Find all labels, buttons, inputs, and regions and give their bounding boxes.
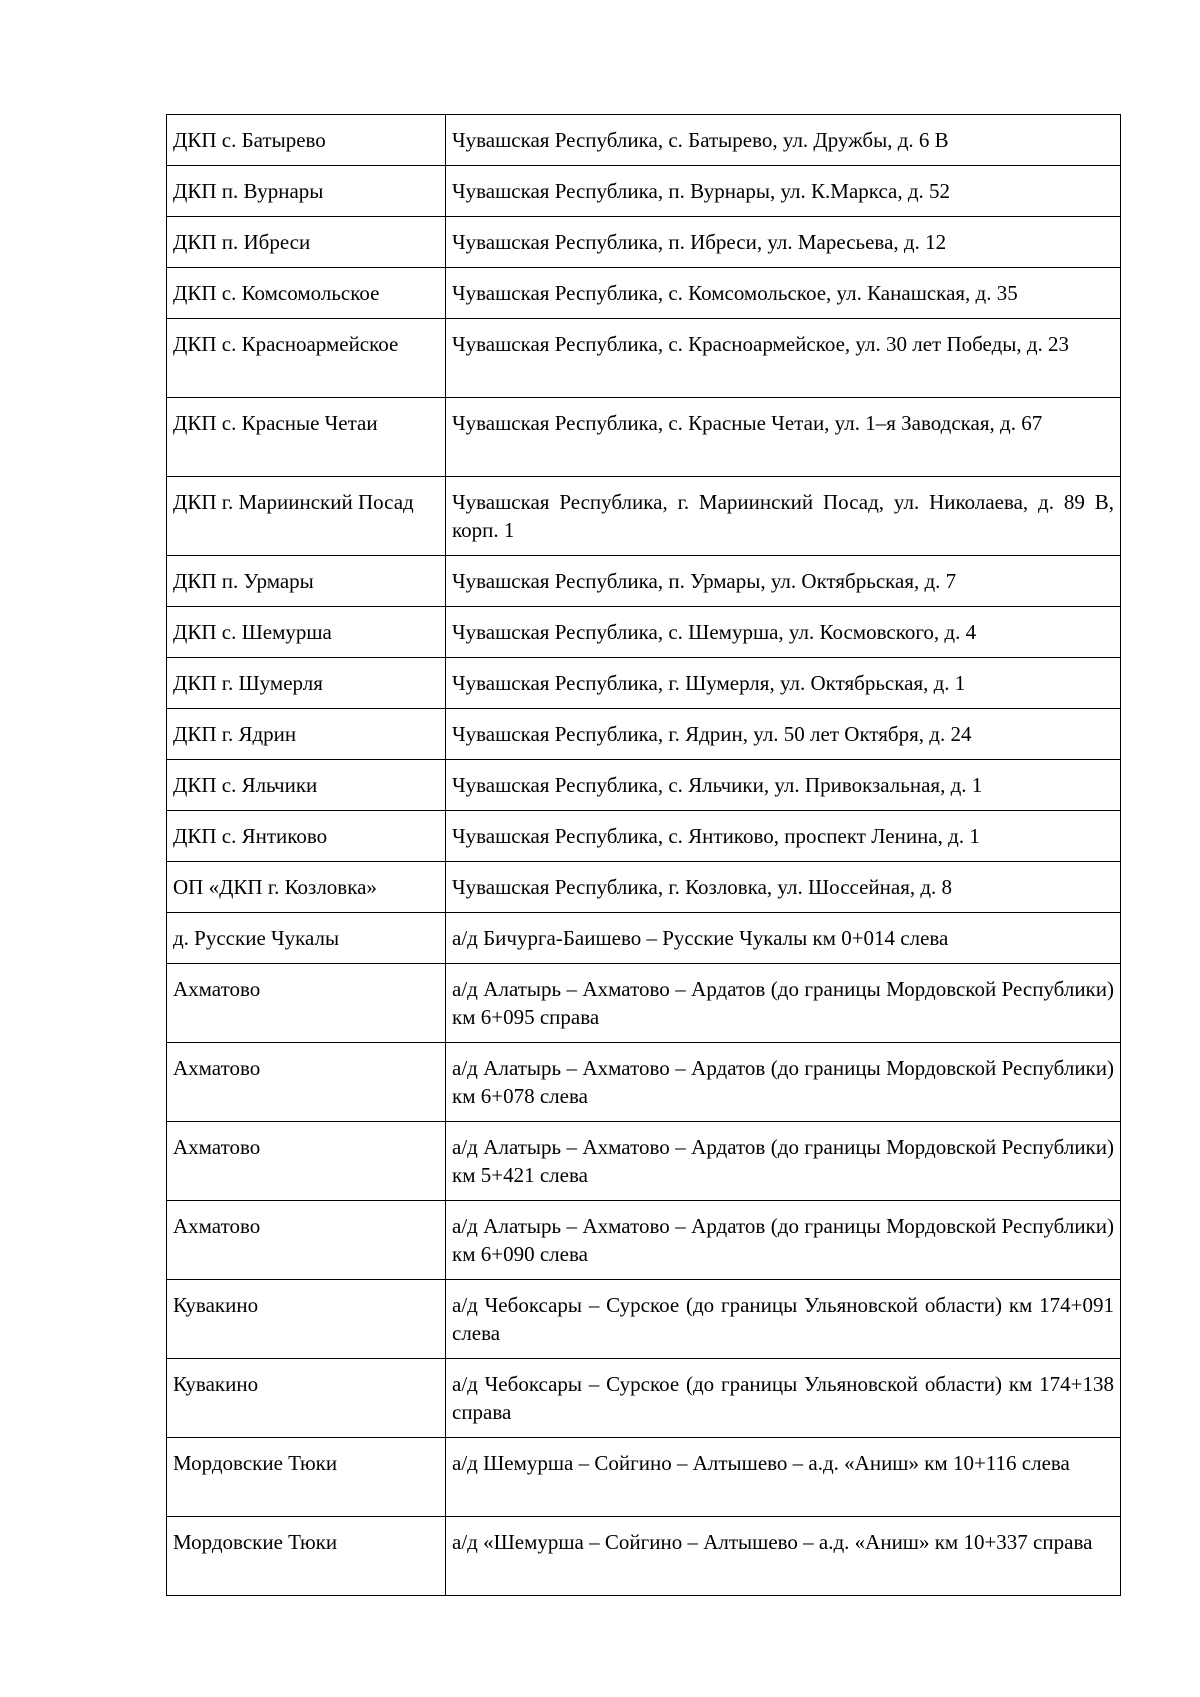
location-name: Кувакино	[167, 1280, 446, 1359]
location-address: а/д «Шемурша – Сойгино – Алтышево – а.д. «Аниш» км 10+337 справа	[446, 1517, 1121, 1596]
table-row	[167, 1043, 1121, 1122]
location-address: Чувашская Республика, с. Красноармейское, ул. 30 лет Победы, д. 23	[446, 319, 1121, 398]
table-row	[167, 760, 1121, 811]
table-row	[167, 1280, 1121, 1359]
location-name: ДКП п. Ибреси	[167, 217, 446, 268]
table-row	[167, 166, 1121, 217]
location-address: а/д Чебоксары – Сурское (до границы Ульяновской области) км 174+091 слева	[446, 1280, 1121, 1359]
location-name: ДКП п. Вурнары	[167, 166, 446, 217]
location-address: а/д Алатырь – Ахматово – Ардатов (до границы Мордовской Республики) км 5+421 слева	[446, 1122, 1121, 1201]
table-row	[167, 709, 1121, 760]
location-address: а/д Чебоксары – Сурское (до границы Ульяновской области) км 174+138 справа	[446, 1359, 1121, 1438]
table-row	[167, 268, 1121, 319]
location-name: Кувакино	[167, 1359, 446, 1438]
location-address: Чувашская Республика, п. Урмары, ул. Октябрьская, д. 7	[446, 556, 1121, 607]
location-name: ДКП с. Янтиково	[167, 811, 446, 862]
location-name: Ахматово	[167, 1043, 446, 1122]
location-name: ДКП с. Красные Четаи	[167, 398, 446, 477]
table-row	[167, 811, 1121, 862]
location-address: Чувашская Республика, с. Яльчики, ул. Привокзальная, д. 1	[446, 760, 1121, 811]
location-address: а/д Бичурга-Баишево – Русские Чукалы км 0+014 слева	[446, 913, 1121, 964]
location-name: ДКП с. Батырево	[167, 115, 446, 166]
location-address: Чувашская Республика, г. Козловка, ул. Шоссейная, д. 8	[446, 862, 1121, 913]
table-row	[167, 1517, 1121, 1596]
location-name: Мордовские Тюки	[167, 1438, 446, 1517]
location-name: ДКП г. Шумерля	[167, 658, 446, 709]
location-address: Чувашская Республика, г. Ядрин, ул. 50 лет Октября, д. 24	[446, 709, 1121, 760]
table-row	[167, 217, 1121, 268]
table-row	[167, 556, 1121, 607]
location-name: д. Русские Чукалы	[167, 913, 446, 964]
location-name: ДКП с. Красноармейское	[167, 319, 446, 398]
location-address: Чувашская Республика, г. Шумерля, ул. Октябрьская, д. 1	[446, 658, 1121, 709]
table-row	[167, 1122, 1121, 1201]
locations-table	[166, 114, 1121, 1596]
location-address: а/д Алатырь – Ахматово – Ардатов (до границы Мордовской Республики) км 6+090 слева	[446, 1201, 1121, 1280]
table-row	[167, 1359, 1121, 1438]
location-name: Ахматово	[167, 964, 446, 1043]
location-address: а/д Алатырь – Ахматово – Ардатов (до границы Мордовской Республики) км 6+078 слева	[446, 1043, 1121, 1122]
location-address: а/д Шемурша – Сойгино – Алтышево – а.д. «Аниш» км 10+116 слева	[446, 1438, 1121, 1517]
table-row	[167, 913, 1121, 964]
location-name: ДКП с. Комсомольское	[167, 268, 446, 319]
location-name: ДКП г. Мариинский Посад	[167, 477, 446, 556]
table-row	[167, 607, 1121, 658]
location-name: ДКП г. Ядрин	[167, 709, 446, 760]
location-name: ДКП с. Яльчики	[167, 760, 446, 811]
location-address: Чувашская Республика, с. Шемурша, ул. Космовского, д. 4	[446, 607, 1121, 658]
location-name: Мордовские Тюки	[167, 1517, 446, 1596]
location-address: Чувашская Республика, с. Янтиково, проспект Ленина, д. 1	[446, 811, 1121, 862]
table-row	[167, 115, 1121, 166]
location-address: Чувашская Республика, п. Ибреси, ул. Маресьева, д. 12	[446, 217, 1121, 268]
table-row	[167, 319, 1121, 398]
table-row	[167, 658, 1121, 709]
location-name: Ахматово	[167, 1122, 446, 1201]
location-address: Чувашская Республика, с. Красные Четаи, ул. 1–я Заводская, д. 67	[446, 398, 1121, 477]
location-name: ДКП с. Шемурша	[167, 607, 446, 658]
location-address: Чувашская Республика, п. Вурнары, ул. К.Маркса, д. 52	[446, 166, 1121, 217]
table-row	[167, 1201, 1121, 1280]
location-name: Ахматово	[167, 1201, 446, 1280]
location-address: а/д Алатырь – Ахматово – Ардатов (до границы Мордовской Республики) км 6+095 справа	[446, 964, 1121, 1043]
table-row	[167, 862, 1121, 913]
location-name: ДКП п. Урмары	[167, 556, 446, 607]
location-address: Чувашская Республика, с. Комсомольское, ул. Канашская, д. 35	[446, 268, 1121, 319]
location-address: Чувашская Республика, с. Батырево, ул. Дружбы, д. 6 В	[446, 115, 1121, 166]
location-address: Чувашская Республика, г. Мариинский Посад, ул. Николаева, д. 89 В, корп. 1	[446, 477, 1121, 556]
location-name: ОП «ДКП г. Козловка»	[167, 862, 446, 913]
table-row	[167, 1438, 1121, 1517]
table-row	[167, 398, 1121, 477]
table-row	[167, 477, 1121, 556]
table-row	[167, 964, 1121, 1043]
